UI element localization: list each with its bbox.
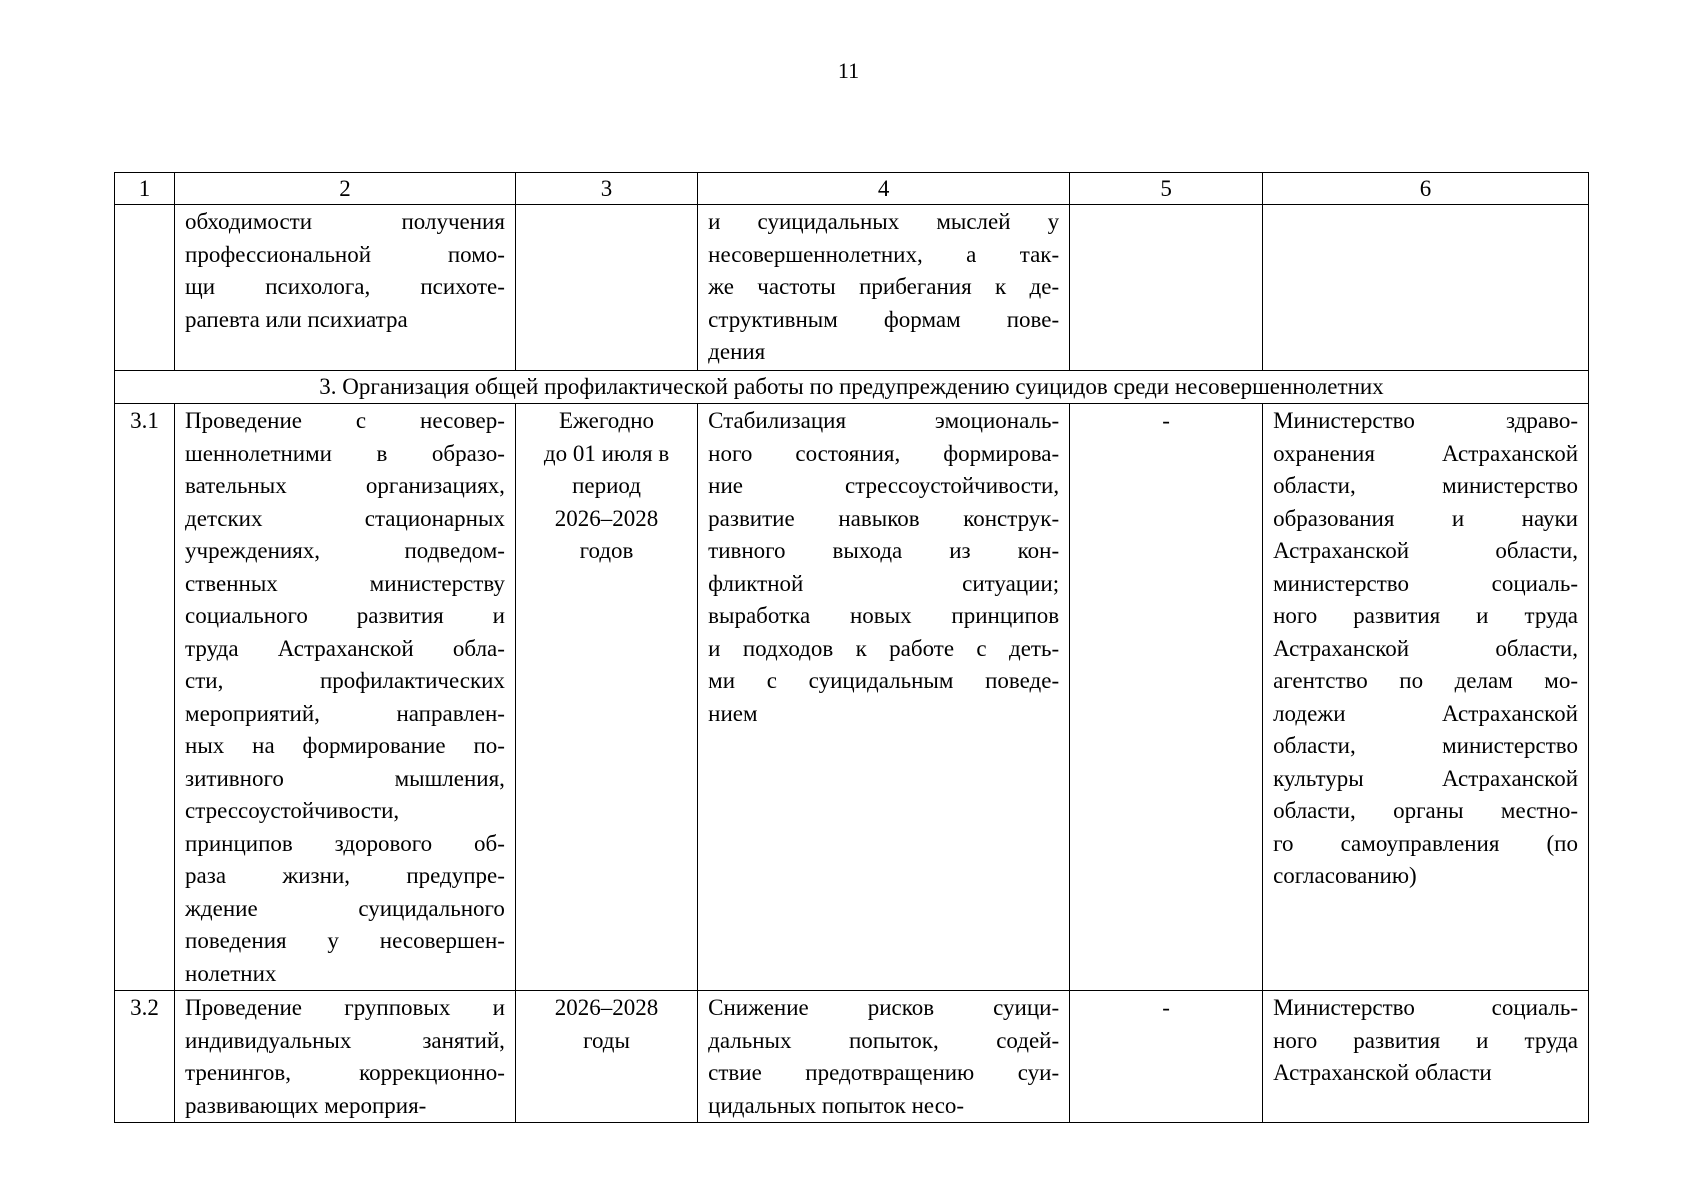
- cell-line: агентство по делам мо-: [1273, 668, 1578, 693]
- cell-line: и суицидальных мыслей у: [708, 209, 1060, 234]
- cell-line: дения: [708, 339, 766, 364]
- cell-line: годов: [579, 538, 634, 563]
- cell-period: [515, 991, 697, 1123]
- section-title-row: [115, 371, 1589, 404]
- table-row: [115, 991, 1589, 1123]
- cell-line: 2026–2028: [554, 505, 659, 531]
- cell-line: структивным формам пове-: [708, 306, 1060, 332]
- cell-line: и подходов к работе с деть-: [708, 635, 1060, 661]
- cell-line: 2026–2028: [554, 995, 659, 1020]
- cell-line: шеннолетними в образо-: [185, 440, 505, 466]
- cell-line: труда Астраханской обла-: [185, 635, 505, 661]
- cell-line: области, министерство: [1273, 733, 1578, 758]
- continuation-row: [115, 205, 1589, 371]
- cell-line: ного состояния, формирова-: [708, 440, 1060, 466]
- cell-activity: [175, 205, 516, 371]
- cell-line: раза жизни, предупре-: [185, 863, 505, 888]
- cell-number: [115, 205, 175, 371]
- cell-line: щи психолога, психоте-: [185, 274, 505, 299]
- cell-line: Министерство социаль-: [1273, 995, 1578, 1020]
- cell-activity: [175, 991, 516, 1123]
- cell-responsible: [1263, 991, 1589, 1123]
- cell-activity: [175, 404, 516, 991]
- cell-line: тивного выхода из кон-: [708, 538, 1060, 563]
- column-header: 6: [1263, 173, 1589, 205]
- column-header: 3: [515, 173, 697, 205]
- cell-line: области, органы местно-: [1273, 798, 1578, 823]
- cell-line: годы: [583, 1027, 630, 1053]
- cell-line: поведения у несовершен-: [185, 928, 505, 953]
- table-row: [115, 404, 1589, 991]
- cell-funding: -: [1070, 991, 1263, 1123]
- cell-line: го самоуправления (по: [1273, 830, 1578, 856]
- column-header: 4: [698, 173, 1070, 205]
- cell-number: 3.1: [115, 404, 175, 991]
- cell-line: развитие навыков конструк-: [708, 505, 1060, 531]
- cell-line: Астраханской области,: [1273, 538, 1578, 563]
- cell-line: зитивного мышления,: [185, 765, 505, 791]
- column-header: 5: [1070, 173, 1263, 205]
- cell-line: согласованию): [1273, 863, 1417, 888]
- cell-funding: -: [1070, 404, 1263, 991]
- cell-period: [515, 404, 697, 991]
- cell-line: ных на формирование по-: [185, 733, 505, 758]
- cell-line: нолетних: [185, 960, 277, 986]
- cell-line: министерство социаль-: [1273, 570, 1578, 596]
- cell-line: образования и науки: [1273, 505, 1578, 531]
- column-header: 2: [175, 173, 516, 205]
- cell-line: ственных министерству: [185, 570, 505, 596]
- cell-line: фликтной ситуации;: [708, 570, 1060, 596]
- cell-line: индивидуальных занятий,: [185, 1027, 505, 1053]
- cell-line: культуры Астраханской: [1273, 765, 1578, 791]
- cell-line: цидальных попыток несо-: [708, 1092, 965, 1118]
- cell-number: 3.2: [115, 991, 175, 1123]
- cell-line: вательных организациях,: [185, 473, 505, 498]
- cell-line: Министерство здраво-: [1273, 408, 1578, 433]
- cell-line: Проведение групповых и: [185, 995, 505, 1020]
- cell-line: ного развития и труда: [1273, 1027, 1578, 1053]
- cell-line: развивающих мероприя-: [185, 1092, 427, 1118]
- cell-line: ствие предотвращению суи-: [708, 1060, 1060, 1085]
- cell-line: лодежи Астраханской: [1273, 700, 1578, 726]
- cell-line: детских стационарных: [185, 505, 505, 531]
- cell-line: Снижение рисков суици-: [708, 995, 1060, 1020]
- cell-line: области, министерство: [1273, 473, 1578, 498]
- cell-line: дальных попыток, содей-: [708, 1027, 1060, 1053]
- cell-line: обходимости получения: [185, 209, 505, 234]
- cell-line: тренингов, коррекционно-: [185, 1060, 505, 1085]
- cell-line: социального развития и: [185, 603, 505, 628]
- cell-responsible: [1263, 404, 1589, 991]
- cell-line: рапевта или психиатра: [185, 306, 408, 332]
- cell-line: ние стрессоустойчивости,: [708, 473, 1060, 498]
- cell-line: профессиональной помо-: [185, 241, 505, 267]
- cell-line: ного развития и труда: [1273, 603, 1578, 628]
- cell-responsible: [1263, 205, 1589, 371]
- section-title: 3. Организация общей профилактической работы по предупреждению суицидов среди несовершеннолетних: [115, 371, 1589, 404]
- cell-line: ми с суицидальным поведе-: [708, 668, 1060, 693]
- cell-result: [698, 205, 1070, 371]
- cell-line: же частоты прибегания к де-: [708, 274, 1060, 299]
- cell-funding: [1070, 205, 1263, 371]
- cell-result: [698, 991, 1070, 1123]
- cell-period: [515, 205, 697, 371]
- cell-line: стрессоустойчивости,: [185, 798, 400, 823]
- cell-line: учреждениях, подведом-: [185, 538, 505, 563]
- cell-line: Стабилизация эмоциональ-: [708, 408, 1060, 433]
- cell-line: Астраханской области: [1273, 1060, 1492, 1085]
- cell-line: мероприятий, направлен-: [185, 700, 505, 726]
- cell-line: Астраханской области,: [1273, 635, 1578, 661]
- cell-line: охранения Астраханской: [1273, 440, 1578, 466]
- cell-line: сти, профилактических: [185, 668, 505, 693]
- page-number: 11: [837, 58, 860, 83]
- table-header-row: [115, 173, 1589, 205]
- cell-result: [698, 404, 1070, 991]
- cell-line: несовершеннолетних, а так-: [708, 241, 1060, 267]
- cell-line: до 01 июля в: [543, 440, 670, 466]
- cell-line: принципов здорового об-: [185, 830, 505, 856]
- cell-line: период: [572, 473, 641, 498]
- cell-line: нием: [708, 700, 758, 726]
- cell-line: Ежегодно: [559, 408, 655, 433]
- cell-line: выработка новых принципов: [708, 603, 1060, 628]
- cell-line: Проведение с несовер-: [185, 408, 505, 433]
- cell-line: ждение суицидального: [185, 895, 505, 921]
- column-header: 1: [115, 173, 175, 205]
- measures-table: [114, 172, 1589, 1123]
